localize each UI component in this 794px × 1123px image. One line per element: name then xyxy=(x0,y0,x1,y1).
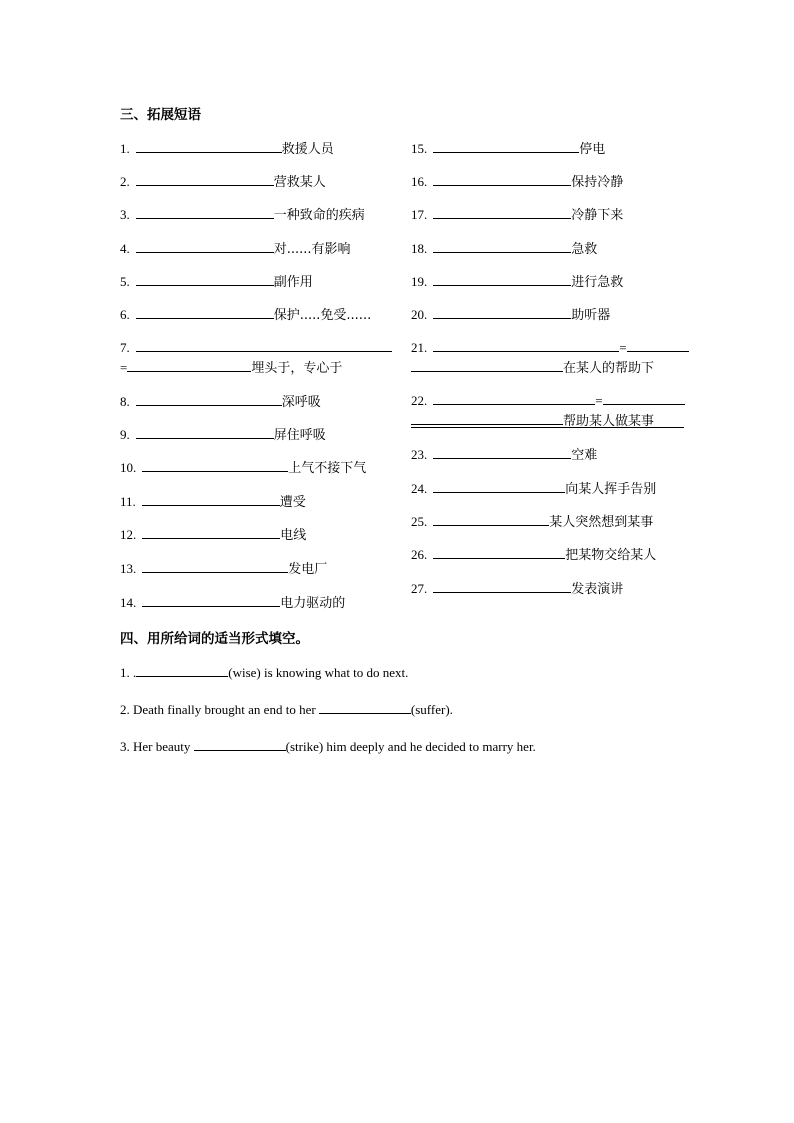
answer-blank[interactable] xyxy=(136,305,274,319)
phrase-item: 22. = xyxy=(411,391,685,409)
phrase-item: 6. 保护.....免受...... xyxy=(120,307,372,323)
phrase-item: 11. 遭受 xyxy=(120,494,306,510)
phrase-item: 21. = xyxy=(411,338,689,356)
phrase-item: 16. 保持冷静 xyxy=(411,174,624,190)
phrase-item: 24. 向某人挥手告别 xyxy=(411,481,657,497)
section-4-title: 四、用所给词的适当形式填空。 xyxy=(120,631,309,647)
answer-blank[interactable] xyxy=(433,545,565,559)
phrase-item: 8. 深呼吸 xyxy=(120,394,321,410)
answer-blank[interactable] xyxy=(433,139,579,153)
answer-blank[interactable] xyxy=(411,411,563,425)
phrase-item: 9. 屏住呼吸 xyxy=(120,427,326,443)
phrase-item: 19. 进行急救 xyxy=(411,274,624,290)
phrase-item: 1. 救援人员 xyxy=(120,141,334,157)
answer-blank[interactable] xyxy=(142,458,288,472)
answer-blank[interactable] xyxy=(433,239,571,253)
answer-blank[interactable] xyxy=(603,391,685,405)
phrase-item: 4. 对......有影响 xyxy=(120,241,351,257)
answer-blank[interactable] xyxy=(136,392,282,406)
answer-blank[interactable] xyxy=(194,738,286,751)
answer-blank[interactable] xyxy=(136,338,392,352)
answer-blank[interactable] xyxy=(433,579,571,593)
phrase-item: 2. 营救某人 xyxy=(120,174,326,190)
fill-in-item: 2. Death finally brought an end to her (suffer). xyxy=(120,702,453,717)
phrase-item: 27. 发表演讲 xyxy=(411,581,624,597)
fill-in-item: 1. . (wise) is knowing what to do next. xyxy=(120,665,409,680)
answer-blank[interactable] xyxy=(433,205,571,219)
answer-blank[interactable] xyxy=(127,358,251,372)
phrase-item: 10. 上气不接下气 xyxy=(120,460,367,476)
answer-blank[interactable] xyxy=(142,525,280,539)
answer-blank[interactable] xyxy=(433,338,619,352)
phrase-item: 18. 急救 xyxy=(411,241,598,257)
phrase-item: 17. 冷静下来 xyxy=(411,207,624,223)
phrase-item: 7. xyxy=(120,338,392,356)
answer-blank[interactable] xyxy=(411,358,563,372)
phrase-item: 20. 助听器 xyxy=(411,307,611,323)
answer-blank[interactable] xyxy=(319,701,411,714)
answer-rule xyxy=(411,427,684,428)
phrase-item-continued: = 埋头于，专心于 xyxy=(120,360,343,376)
answer-blank[interactable] xyxy=(136,172,274,186)
answer-blank[interactable] xyxy=(136,425,274,439)
phrase-item: 3. 一种致命的疾病 xyxy=(120,207,365,223)
answer-blank[interactable] xyxy=(136,664,228,677)
answer-blank[interactable] xyxy=(433,512,549,526)
answer-blank[interactable] xyxy=(627,338,689,352)
answer-blank[interactable] xyxy=(433,445,571,459)
phrase-item: 5. 副作用 xyxy=(120,274,313,290)
phrase-item-continued: 在某人的帮助下 xyxy=(411,357,654,376)
answer-blank[interactable] xyxy=(433,172,571,186)
answer-blank[interactable] xyxy=(136,272,274,286)
answer-blank[interactable] xyxy=(433,479,565,493)
answer-blank[interactable] xyxy=(433,272,571,286)
phrase-item: 14. 电力驱动的 xyxy=(120,595,346,611)
phrase-item: 25. 某人突然想到某事 xyxy=(411,514,654,530)
answer-blank[interactable] xyxy=(136,139,282,153)
phrase-item: 12. 电线 xyxy=(120,527,307,543)
answer-blank[interactable] xyxy=(136,239,274,253)
phrase-item: 26. 把某物交给某人 xyxy=(411,547,657,563)
answer-blank[interactable] xyxy=(433,391,595,405)
phrase-item: 23. 空难 xyxy=(411,447,598,463)
answer-blank[interactable] xyxy=(142,593,280,607)
phrase-item: 15. 停电 xyxy=(411,141,606,157)
phrase-item-continued: 帮助某人做某事 xyxy=(411,410,654,429)
phrase-item: 13. 发电厂 xyxy=(120,561,328,577)
answer-blank[interactable] xyxy=(142,559,288,573)
section-3-title: 三、拓展短语 xyxy=(120,107,201,123)
fill-in-item: 3. Her beauty (strike) him deeply and he decided to marry her. xyxy=(120,739,536,754)
answer-blank[interactable] xyxy=(142,492,280,506)
answer-blank[interactable] xyxy=(136,205,274,219)
answer-blank[interactable] xyxy=(433,305,571,319)
